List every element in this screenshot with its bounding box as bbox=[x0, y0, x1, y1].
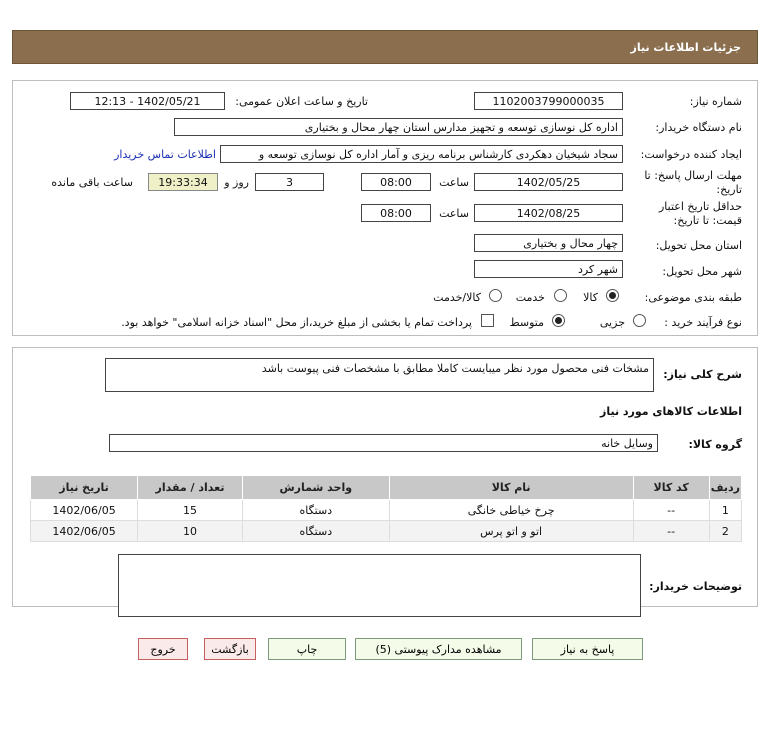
summary-field: مشخات فنی محصول مورد نظر میبایست کاملا مطابق با مشخصات فنی پیوست باشد bbox=[105, 358, 654, 392]
remaining-time-label: ساعت باقی مانده bbox=[51, 176, 133, 189]
creator-field: سجاد شیخیان دهکردی کارشناس برنامه ریزی و آمار اداره کل نوسازی توسعه و bbox=[220, 145, 623, 163]
category-radio-goods[interactable] bbox=[606, 289, 619, 302]
reply-time-label: ساعت bbox=[439, 176, 469, 189]
validity-date-field: 1402/08/25 bbox=[474, 204, 623, 222]
cell-item-name: چرخ خیاطی خانگی bbox=[389, 500, 633, 521]
announce-date-field: 1402/05/21 - 12:13 bbox=[70, 92, 225, 110]
goods-group-label: گروه کالا: bbox=[688, 438, 742, 451]
buyer-notes-label: توضیحات خریدار: bbox=[649, 580, 742, 593]
category-radio-service[interactable] bbox=[554, 289, 567, 302]
treasury-payment-note: پرداخت تمام یا بخشی از مبلغ خرید،از محل "اسناد خزانه اسلامی" خواهد بود. bbox=[121, 316, 472, 329]
col-item-name: نام کالا bbox=[389, 476, 633, 500]
view-attachments-button[interactable]: مشاهده مدارک پیوستی (5) bbox=[355, 638, 522, 660]
goods-info-title: اطلاعات کالاهای مورد نیاز bbox=[600, 405, 742, 418]
need-number-label: شماره نیاز: bbox=[689, 95, 742, 108]
goods-panel bbox=[12, 347, 758, 607]
remaining-time-field: 19:33:34 bbox=[148, 173, 218, 191]
goods-table bbox=[30, 475, 742, 542]
col-unit: واحد شمارش bbox=[242, 476, 389, 500]
buyer-contact-link[interactable]: اطلاعات تماس خریدار bbox=[114, 148, 216, 161]
days-label: روز و bbox=[224, 176, 249, 189]
city-label: شهر محل تحویل: bbox=[662, 265, 742, 278]
exit-button[interactable]: خروج bbox=[138, 638, 188, 660]
announce-date-label: تاریخ و ساعت اعلان عمومی: bbox=[235, 95, 368, 108]
cell-need-date: 1402/06/05 bbox=[31, 521, 138, 542]
buyer-notes-field bbox=[118, 554, 641, 617]
goods-table-header-row bbox=[31, 476, 742, 500]
cell-quantity: 10 bbox=[138, 521, 243, 542]
page-title: جزئیات اطلاعات نیاز bbox=[630, 40, 741, 54]
reply-time-field: 08:00 bbox=[361, 173, 431, 191]
category-radio-goods-service[interactable] bbox=[489, 289, 502, 302]
cell-need-date: 1402/06/05 bbox=[31, 500, 138, 521]
treasury-payment-checkbox[interactable] bbox=[481, 314, 494, 327]
cell-quantity: 15 bbox=[138, 500, 243, 521]
category-label: طبقه بندی موضوعی: bbox=[644, 291, 742, 304]
buyer-org-field: اداره کل نوسازی توسعه و تجهیز مدارس استان چهار محال و بختیاری bbox=[174, 118, 623, 136]
city-field: شهر کرد bbox=[474, 260, 623, 278]
process-label: نوع فرآیند خرید : bbox=[664, 316, 742, 329]
validity-time-label: ساعت bbox=[439, 207, 469, 220]
summary-label: شرح کلی نیاز: bbox=[663, 368, 742, 381]
cell-item-name: اتو و اتو پرس bbox=[389, 521, 633, 542]
cell-row-number: 2 bbox=[709, 521, 741, 542]
reply-date-field: 1402/05/25 bbox=[474, 173, 623, 191]
category-option-goods-service: کالا/خدمت bbox=[433, 291, 481, 304]
print-button[interactable]: چاپ bbox=[268, 638, 346, 660]
cell-unit: دستگاه bbox=[242, 500, 389, 521]
need-number-field: 1102003799000035 bbox=[474, 92, 623, 110]
cell-item-code: -- bbox=[633, 521, 709, 542]
table-row bbox=[31, 500, 742, 521]
category-option-goods: کالا bbox=[583, 291, 598, 304]
need-info-panel bbox=[12, 80, 758, 336]
back-button[interactable]: بازگشت bbox=[204, 638, 256, 660]
col-quantity: تعداد / مقدار bbox=[138, 476, 243, 500]
province-label: استان محل تحویل: bbox=[655, 239, 742, 252]
reply-deadline-label-2: تاریخ: bbox=[716, 183, 742, 196]
cell-unit: دستگاه bbox=[242, 521, 389, 542]
province-field: چهار محال و بختیاری bbox=[474, 234, 623, 252]
col-item-code: کد کالا bbox=[633, 476, 709, 500]
cell-item-code: -- bbox=[633, 500, 709, 521]
process-option-minor: جزیی bbox=[599, 316, 625, 329]
process-radio-medium[interactable] bbox=[552, 314, 565, 327]
process-radio-minor[interactable] bbox=[633, 314, 646, 327]
reply-button[interactable]: پاسخ به نیاز bbox=[532, 638, 643, 660]
col-row-number: ردیف bbox=[709, 476, 741, 500]
col-need-date: تاریخ نیاز bbox=[31, 476, 138, 500]
process-option-medium: متوسط bbox=[509, 316, 544, 329]
buyer-org-label: نام دستگاه خریدار: bbox=[655, 121, 742, 134]
reply-deadline-label: مهلت ارسال پاسخ: تا bbox=[644, 169, 742, 182]
validity-label-2: قیمت: تا تاریخ: bbox=[673, 214, 742, 227]
cell-row-number: 1 bbox=[709, 500, 741, 521]
goods-group-field: وسایل خانه bbox=[109, 434, 658, 452]
page-header bbox=[12, 30, 758, 64]
creator-label: ایجاد کننده درخواست: bbox=[640, 148, 742, 161]
table-row bbox=[31, 521, 742, 542]
validity-label: حداقل تاریخ اعتبار bbox=[658, 200, 742, 213]
validity-time-field: 08:00 bbox=[361, 204, 431, 222]
category-option-service: خدمت bbox=[515, 291, 545, 304]
days-field: 3 bbox=[255, 173, 324, 191]
